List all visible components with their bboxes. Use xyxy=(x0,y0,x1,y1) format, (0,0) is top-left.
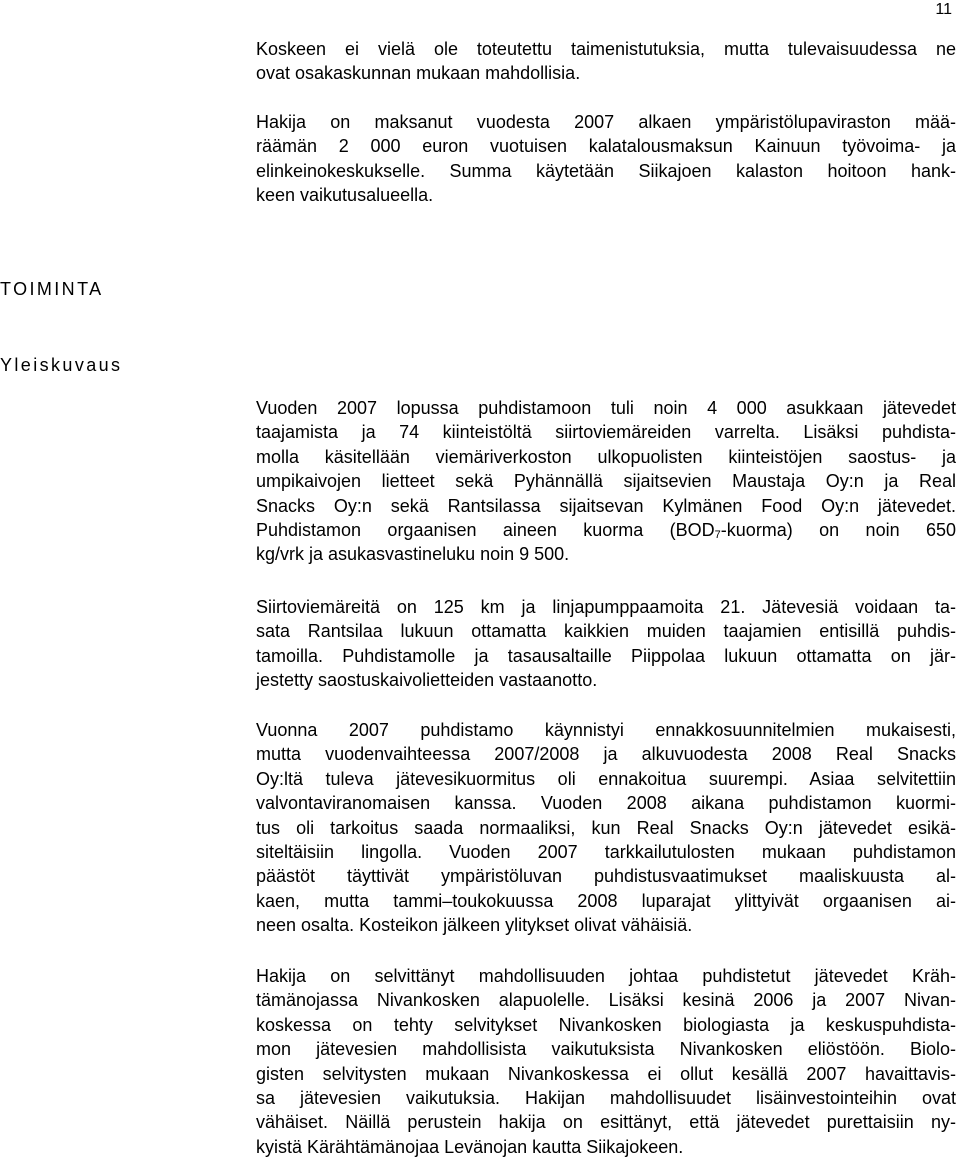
text-line: siteltäisiin lingolla. Vuoden 2007 tarkkailutulosten mukaan puhdistamon xyxy=(256,842,956,863)
text-line: tus oli tarkoitus saada normaaliksi, kun Real Snacks Oy:n jätevedet esikä- xyxy=(256,817,956,838)
paragraph-plant-startup xyxy=(256,718,956,938)
text-line: valvontaviranomaisen kanssa. Vuoden 2008 aikana puhdistamon kuormi- xyxy=(256,793,956,814)
text-line: elinkeinokeskukselle. Summa käytetään Siikajoen kalaston hoitoon hank- xyxy=(256,160,956,181)
paragraph-fishery-fee xyxy=(256,110,956,208)
text-line: tämänojassa Nivankosken alapuolelle. Lisäksi kesinä 2006 ja 2007 Nivan- xyxy=(256,990,956,1011)
text-line: neen osalta. Kosteikon jälkeen ylitykset olivat vähäisiä. xyxy=(256,915,693,936)
text-line: kaen, mutta tammi–toukokuussa 2008 luparajat ylittyivät orgaanisen ai- xyxy=(256,890,956,911)
text-line: ovat osakaskunnan mukaan mahdollisia. xyxy=(256,63,581,84)
text-line: mutta vuodenvaihteessa 2007/2008 ja alkuvuodesta 2008 Real Snacks xyxy=(256,744,956,765)
text-line: Snacks Oy:n sekä Rantsilassa sijaitsevan Kylmänen Food Oy:n jätevedet. xyxy=(256,495,956,516)
text-line: keen vaikutusalueella. xyxy=(256,185,434,206)
text-line: Oy:ltä tuleva jätevesikuormitus oli ennakoitua suurempi. Asiaa selvitettiin xyxy=(256,768,956,789)
text-fragment: Puhdistamon orgaanisen aineen kuorma (BOD xyxy=(256,520,715,541)
text-line xyxy=(256,518,956,542)
section-heading: TOIMINTA xyxy=(0,279,104,299)
paragraph-fishing-stocking xyxy=(256,37,956,86)
text-line: Hakija on selvittänyt mahdollisuuden johtaa puhdistetut jätevedet Kräh- xyxy=(256,966,956,986)
text-line: molla käsitellään viemäriverkoston ulkopuolisten kiinteistöjen saostus- ja xyxy=(256,446,956,467)
subsection-heading: Yleiskuvaus xyxy=(0,355,123,375)
text-line: Vuonna 2007 puhdistamo käynnistyi ennakkosuunnitelmien mukaisesti, xyxy=(256,720,956,740)
text-line: sata Rantsilaa lukuun ottamatta kaikkien muiden taajamien entisillä puhdis- xyxy=(256,621,956,642)
text-line: sa jätevesien vaikutuksia. Hakijan mahdollisuudet lisäinvestointeihin ovat xyxy=(256,1088,956,1109)
paragraph-discharge-study xyxy=(256,964,956,1159)
text-line: mon jätevesien mahdollisista vaikutuksista Nivankosken eliöstöön. Biolo- xyxy=(256,1039,956,1060)
text-line: tamoilla. Puhdistamolle ja tasausaltaille Piippolaa lukuun ottamatta on jär- xyxy=(256,645,956,666)
paragraph-treatment-plant-load xyxy=(256,396,956,567)
text-line: umpikaivojen lietteet sekä Pyhännällä sijaitsevien Maustaja Oy:n ja Real xyxy=(256,471,956,492)
text-line: taajamista ja 74 kiinteistöltä siirtoviemäreiden varrelta. Lisäksi puhdista- xyxy=(256,422,956,443)
paragraph-sewer-network xyxy=(256,595,956,693)
page-number: 11 xyxy=(935,1,952,18)
subscript: 7 xyxy=(714,529,721,542)
text-line: Koskeen ei vielä ole toteutettu taimenistutuksia, mutta tulevaisuudessa ne xyxy=(256,39,956,59)
text-line: Hakija on maksanut vuodesta 2007 alkaen ympäristölupaviraston mää- xyxy=(256,112,956,132)
text-line: Siirtoviemäreitä on 125 km ja linjapumppaamoita 21. Jätevesiä voidaan ta- xyxy=(256,597,956,617)
text-line: räämän 2 000 euron vuotuisen kalatalousmaksun Kainuun työvoima- ja xyxy=(256,136,956,157)
text-line: jestetty saostuskaivolietteiden vastaanotto. xyxy=(256,670,598,691)
text-line: päästöt täyttivät ympäristöluvan puhdistusvaatimukset maaliskuusta al- xyxy=(256,866,956,887)
text-line: koskessa on tehty selvitykset Nivankosken biologiasta ja keskuspuhdista- xyxy=(256,1014,956,1035)
text-fragment: -kuorma) on noin 650 xyxy=(720,520,956,541)
text-line: gisten selvitysten mukaan Nivankoskessa ei ollut kesällä 2007 havaittavis- xyxy=(256,1063,956,1084)
text-line: vähäiset. Näillä perustein hakija on esittänyt, että jätevedet purettaisiin ny- xyxy=(256,1112,956,1133)
text-line: kg/vrk ja asukasvastineluku noin 9 500. xyxy=(256,544,570,565)
text-line: Vuoden 2007 lopussa puhdistamoon tuli noin 4 000 asukkaan jätevedet xyxy=(256,398,956,418)
text-line: kyistä Kärähtämänojaa Levänojan kautta Siikajokeen. xyxy=(256,1136,684,1157)
